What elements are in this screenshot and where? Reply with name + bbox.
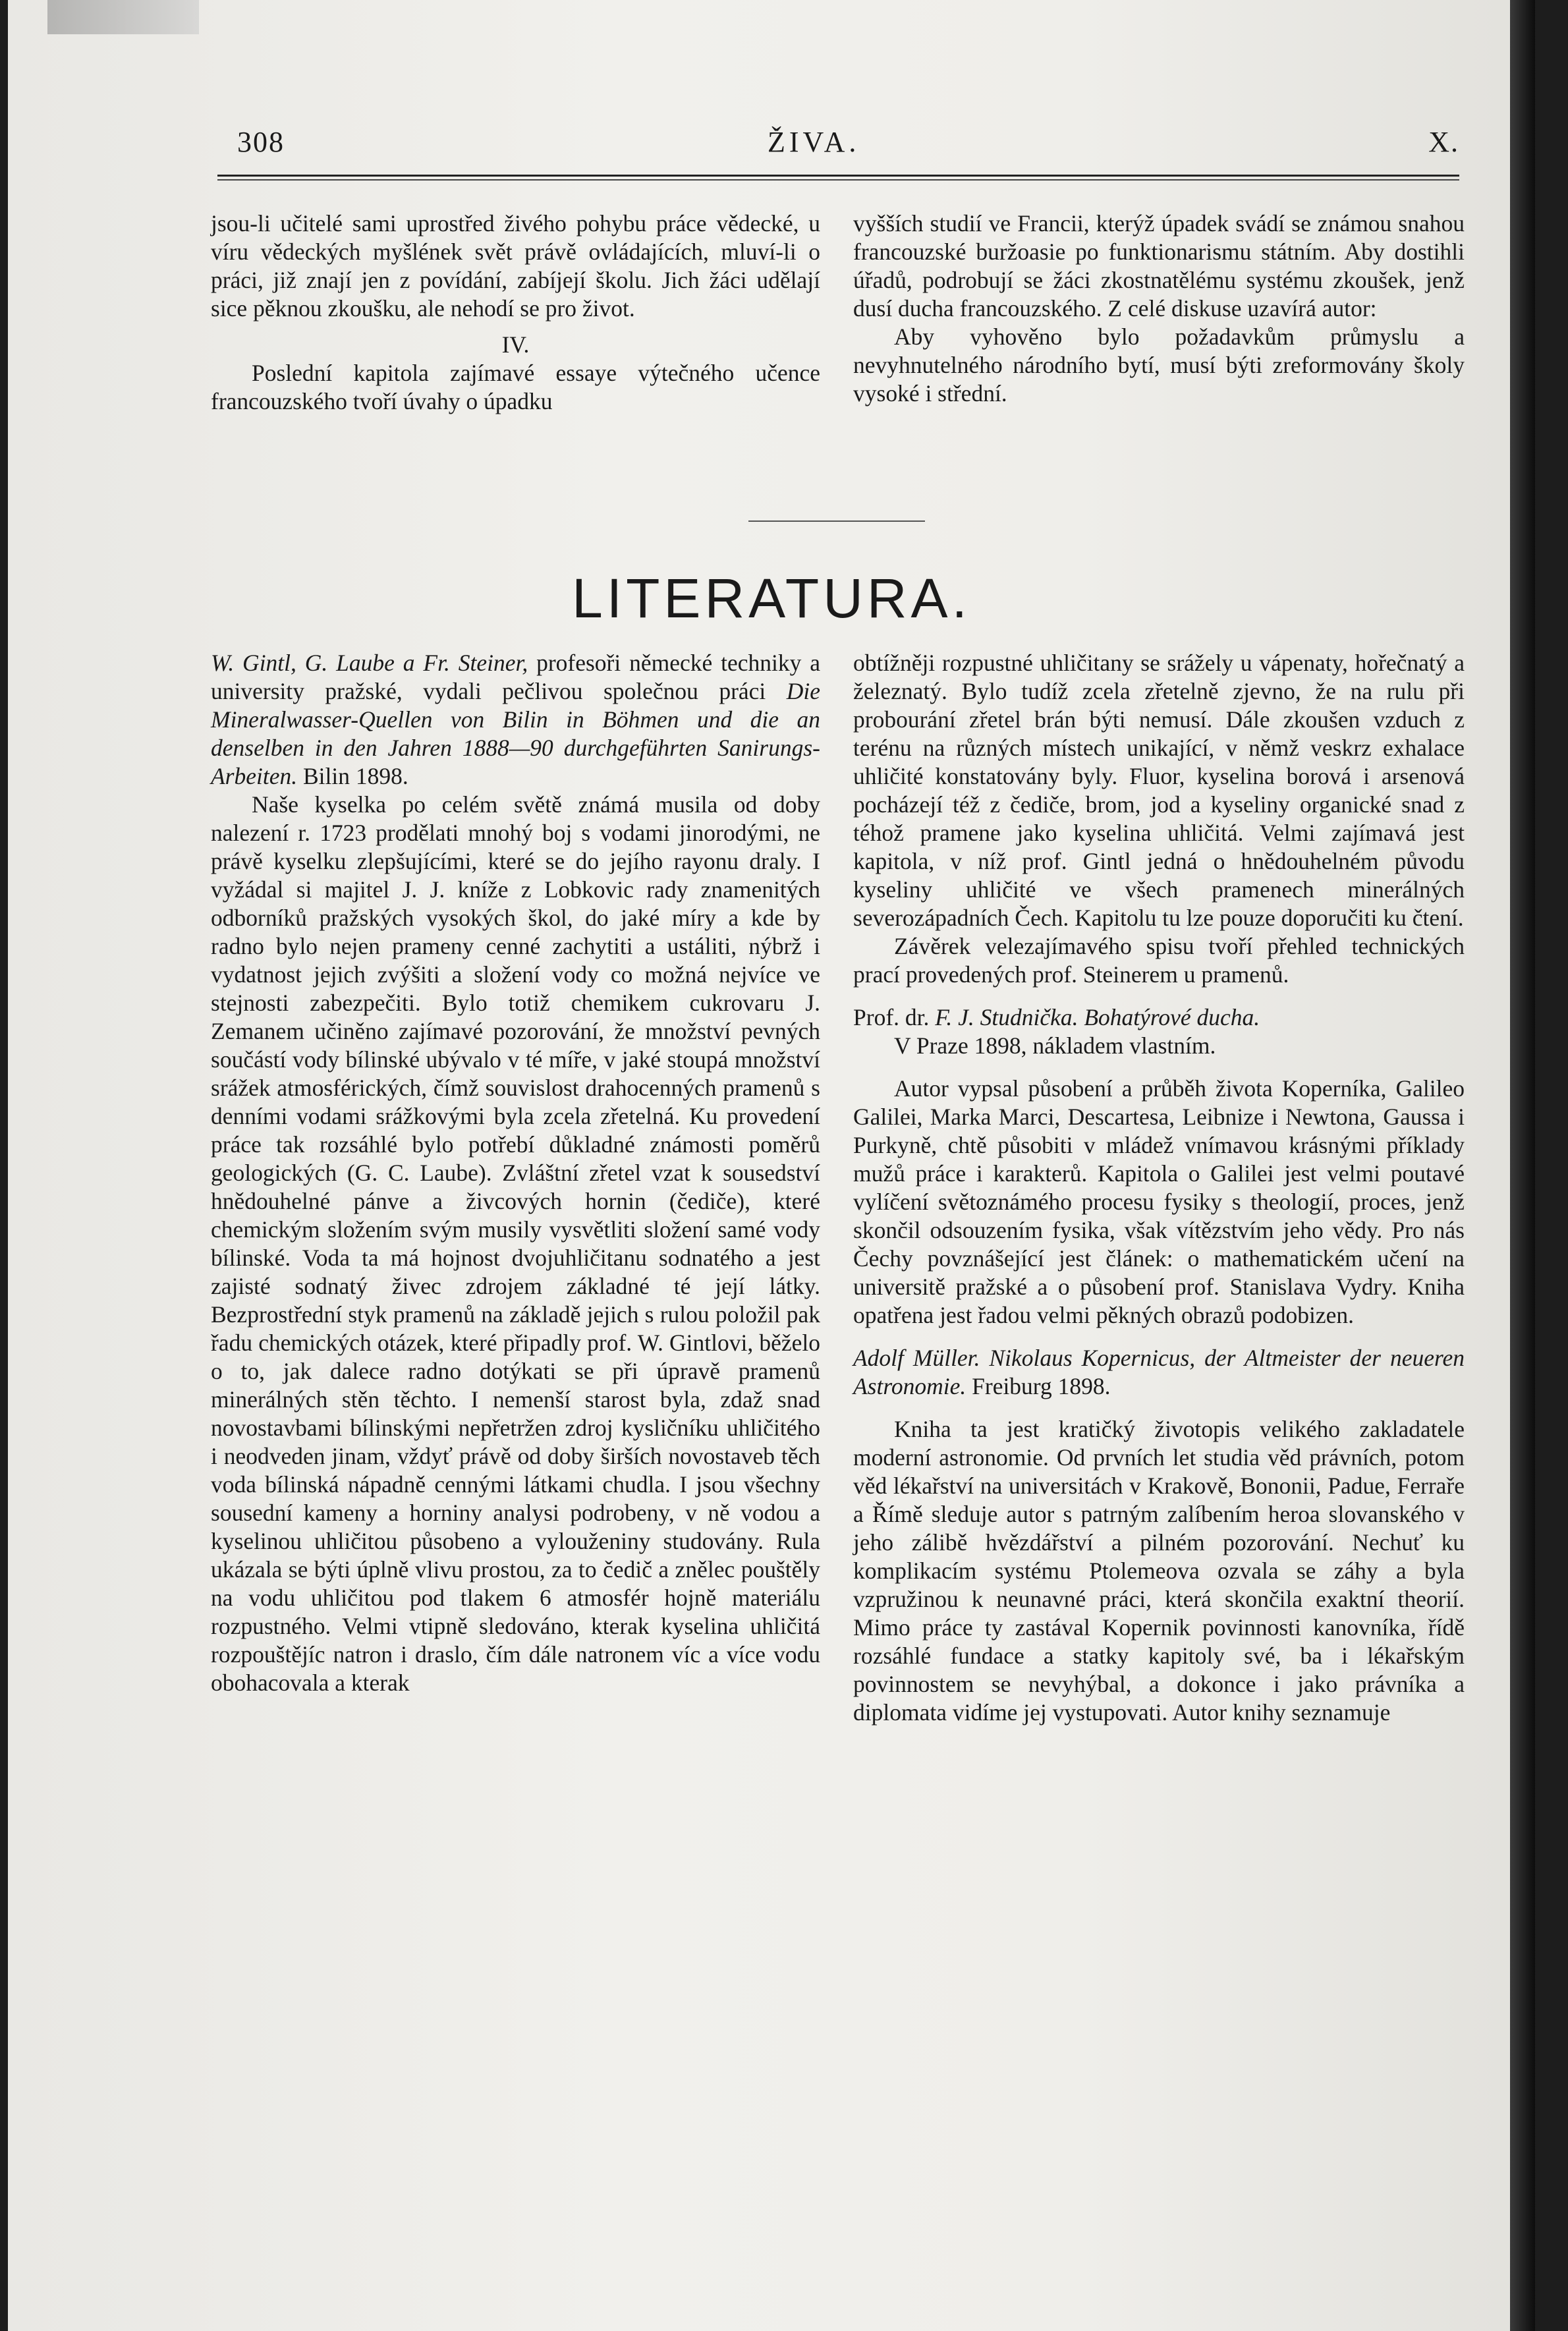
page-number: 308 <box>237 126 285 158</box>
review1-desc: profesoři německé techniky a university pražské, vydali pečlivou společnou práci <box>211 650 820 704</box>
section-paragraph: Poslední kapitola zajímavé essaye výtečného učence francouzského tvoří úvahy o úpadku <box>211 360 820 414</box>
review1-body: Naše kyselka po celém světě známá musila od doby nalezení r. 1723 prodělati mnohý boj s vodami jinorodými, ne právě kyselku zlepšujícími, které se do jejího rayonu draly. I vyžádal si majitel J. J. kníže z Lobkovic rady znamenitých odborníků pražských vysokých škol, do jaké míry a kde by radno bylo nejen prameny cenné zachytiti a ustáliti, nýbrž i vydatnost jejich zvýšiti a složení vody co možná nejvíce ve stejnosti zabezpečiti. Bylo totiž chemikem cukrovaru J. Zemanem učiněno zajímavé pozorování, že množství pevných součástí vody bílinské ubývalo v té míře, v jaké stoupá množství srážek atmosférických, čímž souvislost drahocenných pramenů s denními vodami srážkovými byla zcela zřetelná. Ku provedení práce tak rozsáhlé bylo potřebí důkladné známosti poměrů geologických (G. C. Laube). Zvláštní zřetel vzat k sousedství hnědouhelné pánve a živcových hornin (čediče), které chemickým složením svým musily vysvětliti složení samé vody bílinské. Voda ta má hojnost dvojuhličitanu sodnatého a jest zajisté sodnatý živec zdrojem základné té její látky. Bezprostřední styk pramenů na základě jejich s rulou položil pak řadu chemických otázek, které připadly prof. W. Gintlovi, běželo o to, jak dalece radno dotýkati se při úpravě pramenů minerálných stěn těchto. I nemenší starost byla, zdaž snad novostavbami bílinskými nepřetržen zdroj kysličníku uhličitého i neodveden jinam, vždyť právě od doby širších novostaveb těch voda bílinská nápadně cennými látkami chudla. I jsou všechny sousední kameny a horniny analysi podrobeny, v ně vodou a kyselinou uhličitou působeno a vylouženiny studovány. Rula ukázala se býti úplně vlivu prostou, za to čedič a znělec pouštěly na vodu uhličitou pod tlakem 6 atmosfér hojně materiálu rozpustného. Velmi vtipně sledováno, kterak kyselina uhličitá rozpouštějíc natron i draslo, čím dále natronem víc a více vodu obohacovala a kterak <box>211 791 820 1696</box>
section-numeral: IV. <box>501 331 530 358</box>
header-rule-thin <box>217 179 1459 181</box>
review1-authors: W. Gintl, G. Laube a Fr. Steiner, <box>211 650 528 676</box>
review3-title: Nikolaus Kopernicus, der Altmeister der neueren Astronomie. <box>853 1345 1465 1399</box>
review2-prefix: Prof. dr. <box>853 1004 930 1030</box>
header-rule <box>217 175 1459 177</box>
review2-place: V Praze 1898, nákladem vlastním. <box>894 1032 1216 1059</box>
scanned-page <box>8 0 1535 2331</box>
literature-right-column <box>853 649 1465 1727</box>
continued-paragraph: jsou-li učitelé sami uprostřed živého pohybu práce vědecké, u víru vědeckých myšlének svět právě ovládajících, mluví-li o práci, již znají jen z povídání, zabíjejí školu. Jich žáci udělají sice pěknou zkoušku, ale nehodí se pro život. <box>211 210 820 322</box>
journal-title: ŽIVA. <box>768 126 860 158</box>
literature-heading: LITERATURA. <box>572 567 971 629</box>
closing-quote: Aby vyhověno bylo požadavkům průmyslu a nevyhnutelného národního bytí, musí býti zreformovány školy vysoké i střední. <box>853 323 1465 407</box>
review1-continued: obtížněji rozpustné uhličitany se srážely u vápenaty, hořečnatý a železnatý. Bylo tudíž zcela zřetelně zjevno, že na rulu při probourání zřetel brán býti nemusí. Dále zkoušen vzduch z terénu na různých místech unikající, v němž veskrz exhalace uhličité konstatovány byly. Fluor, kyselina borová i arsenová pocházejí též z čediče, brom, jod a kyseliny organické snad z téhož pramene jako kyselina uhličitá. Velmi zajímavá jest kapitola, v níž prof. Gintl jedná o hnědouhelném původu kyseliny uhličité ve všech pramenech minerálných severozápadních Čech. Kapitolu tu lze pouze doporučiti ku čtení. <box>853 650 1465 931</box>
review-entry-2 <box>853 1003 1465 1032</box>
review2-author: F. J. Studnička. <box>935 1004 1078 1030</box>
top-right-column <box>853 210 1465 408</box>
review2-title: Bohatýrové ducha. <box>1084 1004 1260 1030</box>
continued-paragraph-right: vyšších studií ve Francii, kterýž úpadek svádí se známou snahou francouzské buržoasie po funktionarismu státním. Aby dostihli úřadů, podrobují se žáci zkostnatělému systému zkoušek, jenž dusí ducha francouzského. Z celé diskuse uzavírá autor: <box>853 210 1465 322</box>
review3-author: Adolf Müller. <box>853 1345 980 1371</box>
volume-number: X. <box>1428 126 1459 158</box>
scan-edge <box>1510 0 1535 2331</box>
literature-left-column <box>211 649 820 1697</box>
review1-title: Die Mineralwasser-Quellen von Bilin in Böhmen und die an denselben in den Jahren 1888—90 durchgeführten Sanirungs-Arbeiten. <box>211 678 820 789</box>
top-left-column <box>211 210 820 416</box>
review2-body: Autor vypsal působení a průběh života Koperníka, Galileo Galilei, Marka Marci, Descartesa, Leibnize i Newtona, Gaussa i Purkyně, chtě působiti v mládež vnímavou krásnými příklady mužů práce i karakterů. Kapitola o Galilei jest velmi poutavé vylíčení světoznámého procesu fysiky s theologií, proces, jenž skončil odsouzením fysika, však vítězstvím jeho vědy. Pro nás Čechy povznášející jest článek: o mathematickém učení na universitě pražské a o působení prof. Stanislava Vydry. Kniha opatřena jest řadou velmi pěkných obrazů podobizen. <box>853 1075 1465 1328</box>
running-header <box>217 125 1459 171</box>
review3-place: Freiburg 1898. <box>972 1373 1111 1399</box>
scan-artifact <box>47 0 199 34</box>
review1-conclusion: Závěrek velezajímavého spisu tvoří přehled technických prací provedených prof. Steinerem u pramenů. <box>853 933 1465 988</box>
review3-body: Kniha ta jest kratičký životopis velikého zakladatele moderní astronomie. Od prvních let studia věd právních, potom věd lékařství na universitách v Krakově, Bononii, Padue, Ferraře a Římě sleduje autor s patrným zalíbením heroa slovanského v jeho zálibě hvězdářství a pilném pozorování. Nechuť ku komplikacím systému Ptolemeova ozvala se záhy a byla vzpružinou k neunavné práci, která skončila exaktní theorií. Mimo práce ty zastával Kopernik povinnosti kanovníka, řídě rozsáhlé fundace a statky kapitoly své, ba i lékařským povinnostem se nevyhýbal, a dokonce i jako právníka a diplomata vidíme jej vystupovati. Autor knihy seznamuje <box>853 1416 1465 1726</box>
review-entry-3 <box>853 1344 1465 1401</box>
review1-place: Bilin 1898. <box>303 763 408 789</box>
section-divider <box>748 520 925 522</box>
review-entry-1 <box>211 649 820 791</box>
